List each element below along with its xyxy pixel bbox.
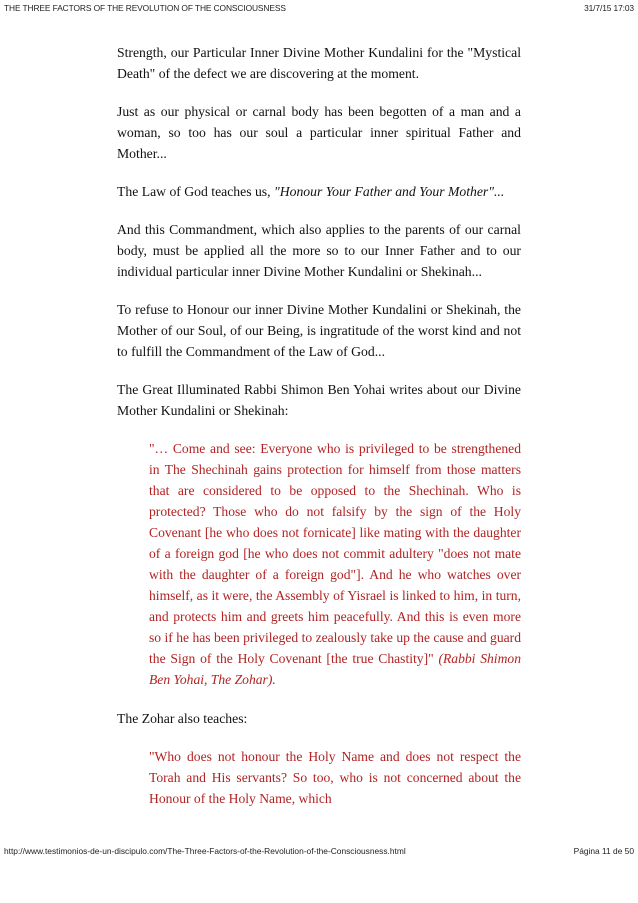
paragraph-text: The Law of God teaches us, — [117, 184, 274, 199]
document-title: THE THREE FACTORS OF THE REVOLUTION OF THE CONSCIOUSNESS — [4, 3, 286, 13]
quote-text: "Who does not honour the Holy Name and does not respect the Torah and His servants? So too, who is not concerned about the Honour of the Holy Name, which — [149, 749, 521, 806]
page-footer — [4, 846, 634, 856]
document-body — [117, 42, 521, 827]
quote-text: "… Come and see: Everyone who is privileged to be strengthened in The Shechinah gains protection for himself from those matters that are considered to be opposed to the Shechinah. Who is protected? Those who do not falsify by the sign of the Holy Covenant [he who does not fornicate] like mating with the daughter of a foreign god [he who does not commit adultery "does not mate with the daughter of a foreign god"]. And he who watches over himself, as it were, the Assembly of Yisrael is linked to him, in turn, and protects him and greets him peacefully. And this is even more so if he has been privileged to zealously take up the cause and guard the Sign of the Holy Covenant [the true Chastity]" — [149, 441, 521, 666]
paragraph: Just as our physical or carnal body has been begotten of a man and a woman, so too has our soul a particular inner spiritual Father and Mother... — [117, 104, 521, 161]
paragraph: The Zohar also teaches: — [117, 711, 248, 726]
page-number: Página 11 de 50 — [573, 846, 634, 856]
paragraph: To refuse to Honour our inner Divine Mother Kundalini or Shekinah, the Mother of our Soul, of our Being, is ingratitude of the worst kind and not to fulfill the Commandment of the Law of God... — [117, 302, 521, 359]
paragraph: The Great Illuminated Rabbi Shimon Ben Yohai writes about our Divine Mother Kundalini or Shekinah: — [117, 382, 521, 418]
print-datetime: 31/7/15 17:03 — [584, 3, 634, 13]
zohar-quote-block — [149, 746, 521, 809]
emphasized-quote: "Honour Your Father and Your Mother"... — [273, 184, 505, 199]
paragraph: Strength, our Particular Inner Divine Mother Kundalini for the "Mystical Death" of the defect we are discovering at the moment. — [117, 45, 521, 81]
paragraph: And this Commandment, which also applies to the parents of our carnal body, must be applied all the more so to our Inner Father and to our individual particular inner Divine Mother Kundalini or Shekinah... — [117, 222, 521, 279]
quote-citation: (Rabbi Shimon Ben Yohai, The Zohar). — [149, 651, 521, 687]
paragraph — [117, 181, 521, 202]
zohar-quote-block — [149, 438, 521, 690]
page-header — [4, 3, 634, 13]
source-url[interactable]: http://www.testimonios-de-un-discipulo.com/The-Three-Factors-of-the-Revolution-of-the-Consciousness.html — [4, 846, 406, 856]
